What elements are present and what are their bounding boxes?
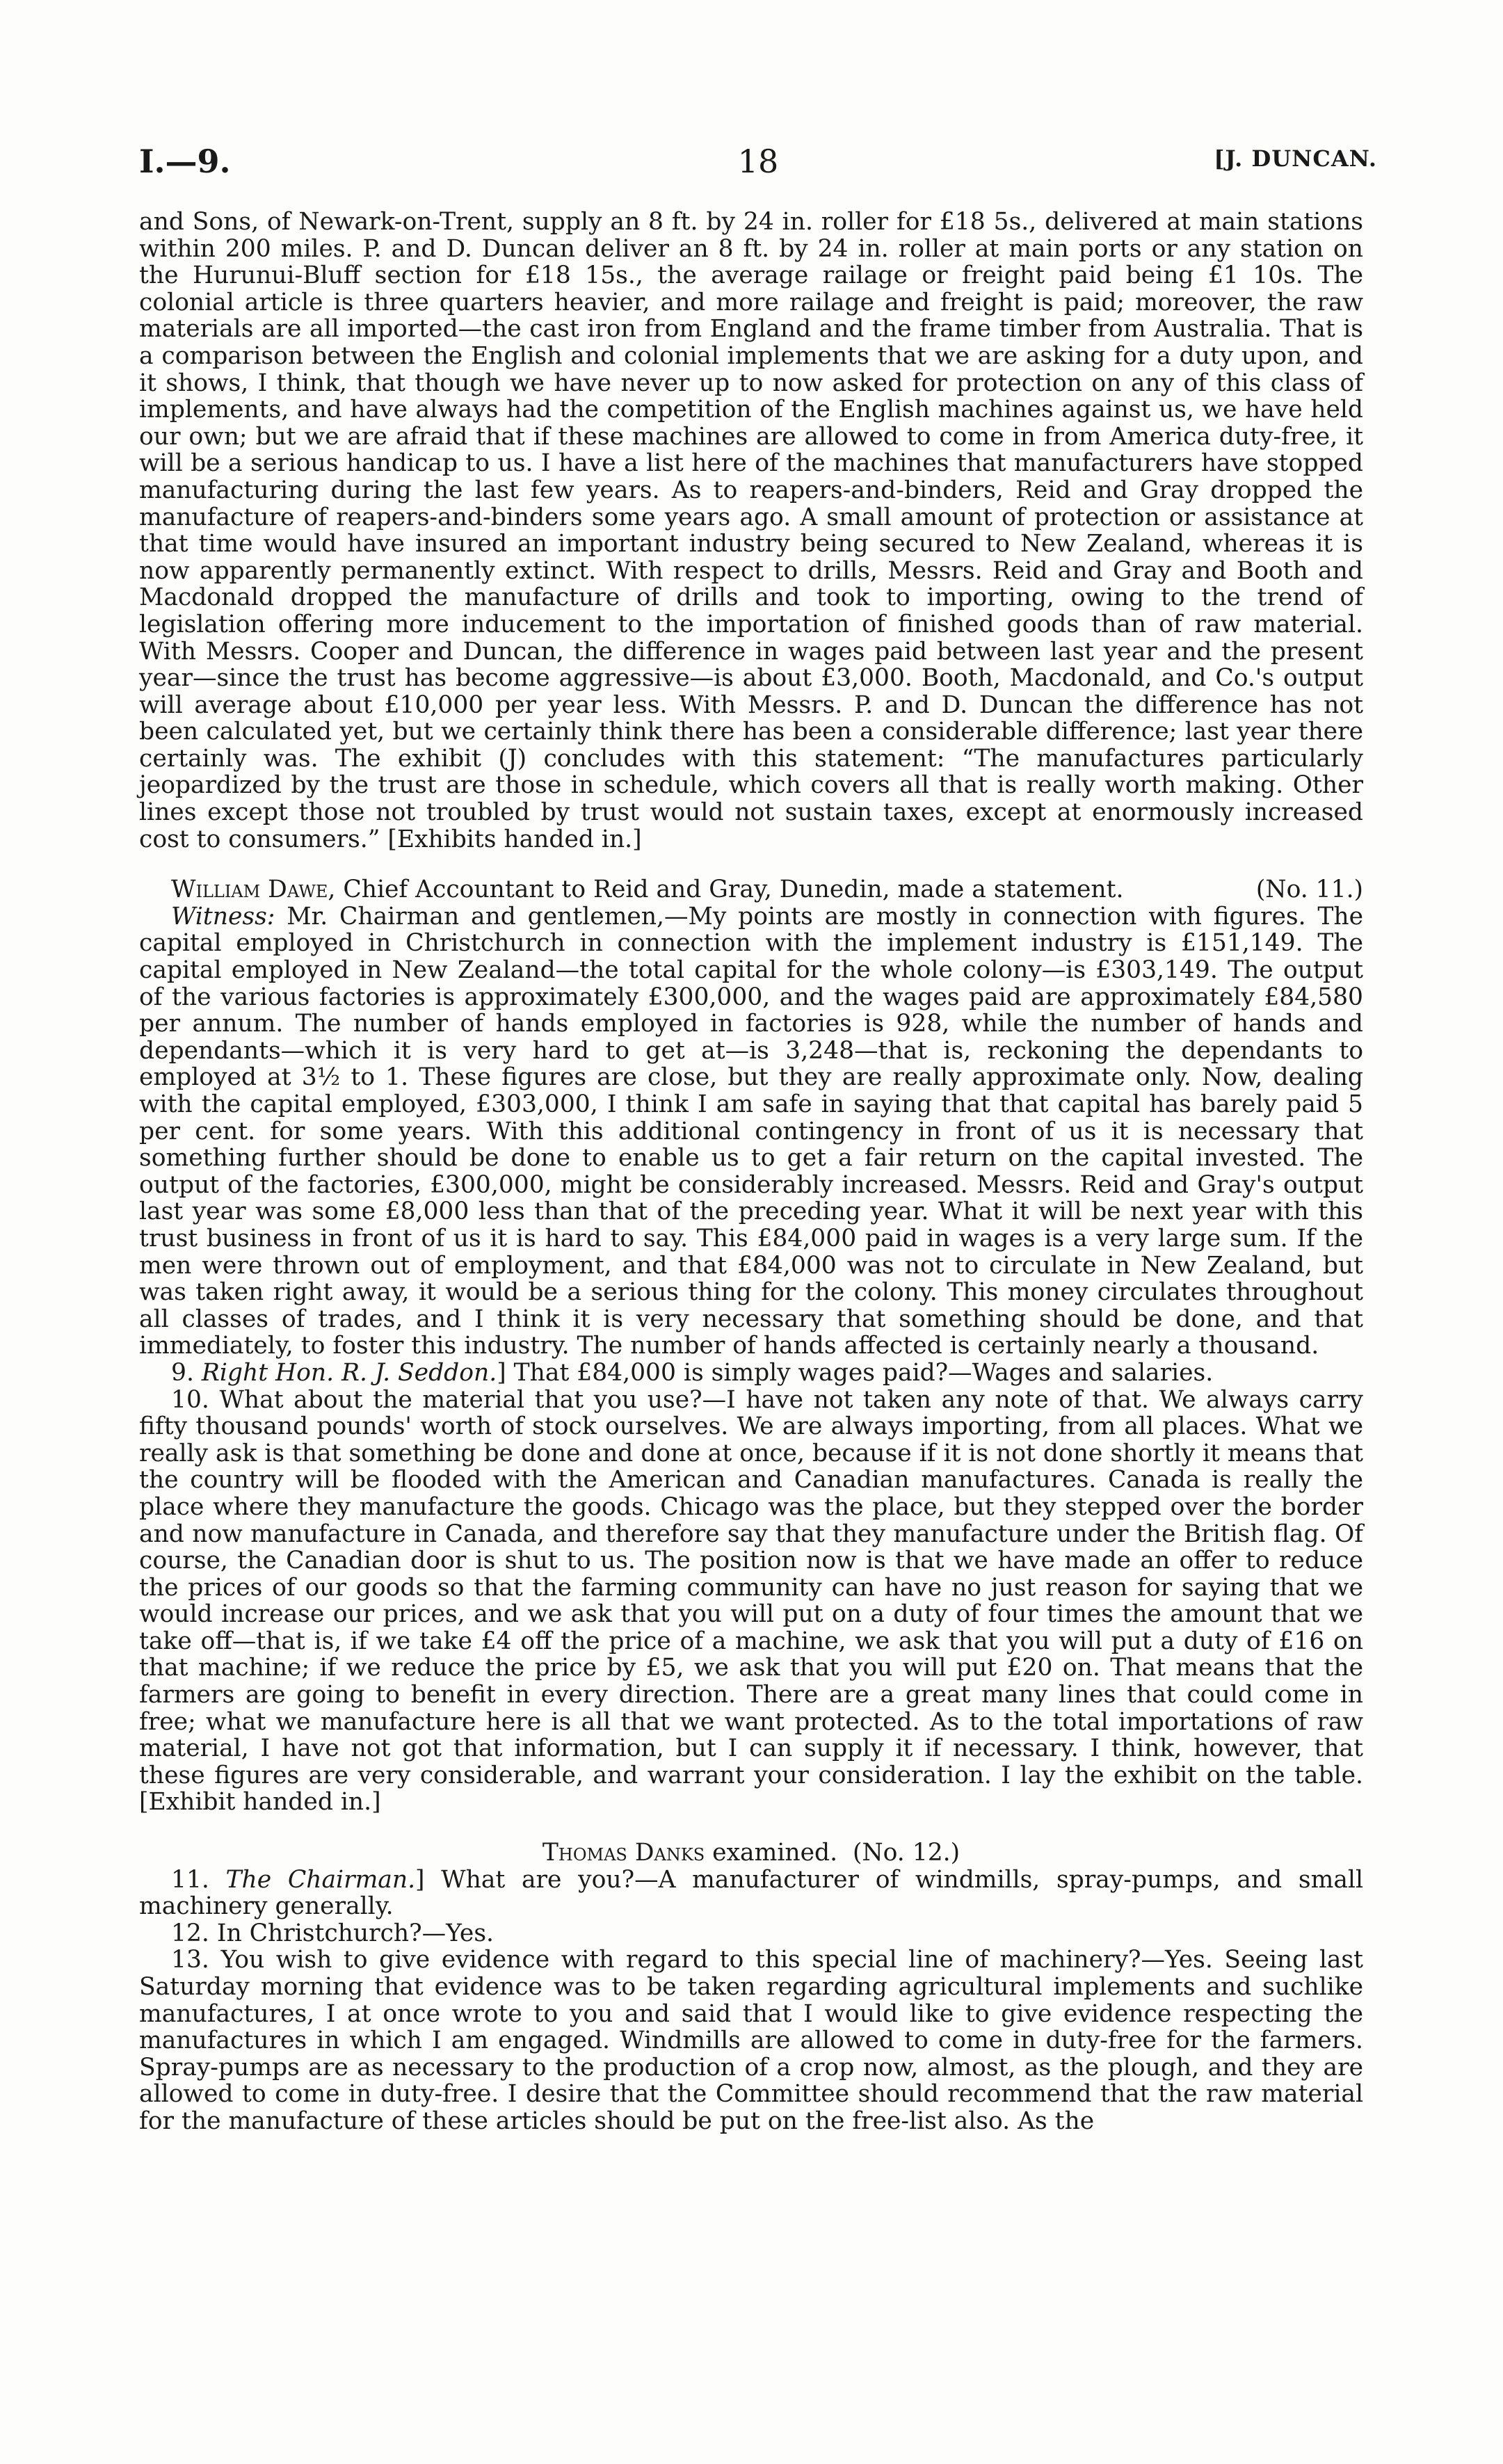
question-text: ] That £84,000 is simply wages paid?—Wages and salaries.: [497, 1358, 1214, 1387]
question-9: [139, 1360, 1363, 1387]
question-11: [139, 1867, 1363, 1920]
witness-heading-dawe: [139, 876, 1363, 903]
paragraph-dawe-statement: [139, 903, 1363, 1360]
witness-description: examined.: [705, 1839, 838, 1867]
statement-text: Mr. Chairman and gentlemen,—My points are mostly in connection with figures. The capital employed in Christchurch in connection with the implement industry is £151,149. The capital employed in New Zealand—the total capital for the whole colony—is £303,149. The output of the various factories is approximately £300,000, and the wages paid are approximately £84,580 per annum. The number of hands employed in factories is 928, while the number of hands and dependants—which it is very hard to get at—is 3,248—that is, reckoning the dependants to employed at 3½ to 1. These figures are close, but they are really approximate only. Now, dealing with the capital employed, £303,000, I think I am safe in saying that that capital has barely paid 5 per cent. for some years. With this additional contingency in front of us it is necessary that something further should be done to enable us to get a fair return on the capital invested. The output of the factories, £300,000, might be considerably increased. Messrs. Reid and Gray's output last year was some £8,000 less than that of the preceding year. What it will be next year with this trust business in front of us it is hard to say. This £84,000 paid in wages is a very large sum. If the men were thrown out of employment, and that £84,000 was not to circulate in New Zealand, but was taken right away, it would be a serious thing for the colony. This money circulates throughout all classes of trades, and I think it is very necessary that something should be done, and that immediately, to foster this industry. The number of hands affected is certainly nearly a thousand.: [139, 902, 1363, 1360]
question-10: 10. What about the material that you use?—I have not taken any note of that. We always carry fifty thousand pounds' worth of stock ourselves. We are always importing, from all places. What we really ask is that something be done and done at once, because if it is not done shortly it means that the country will be flooded with the American and Canadian manufactures. Canada is really the place where they manufacture the goods. Chicago was the place, but they stepped over the border and now manufacture in Canada, and therefore say that they manufacture under the British flag. Of course, the Canadian door is shut to us. The position now is that we have made an offer to reduce the prices of our goods so that the farming community can have no just reason for saying that we would increase our prices, and we ask that you will put on a duty of four times the amount that we take off—that is, if we take £4 off the price of a machine, we ask that you will put a duty of £16 on that machine; if we reduce the price by £5, we ask that you will put £20 on. That means that the farmers are going to benefit in every direction. There are a great many lines that could come in free; what we manufacture here is all that we want protected. As to the total importations of raw material, I have not got that information, but I can supply it if necessary. I think, however, that these figures are very considerable, and warrant your consideration. I lay the exhibit on the table. [Exhibit handed in.]: [139, 1385, 1363, 1817]
question-13: 13. You wish to give evidence with regard to this special line of machinery?—Yes. Seeing last Saturday morning that evidence was to be taken regarding agricultural implements and suchlike manufactures, I at once wrote to you and said that I would like to give evidence respecting the manufactures in which I am engaged. Windmills are allowed to come in duty-free for the farmers. Spray-pumps are as necessary to the production of a crop now, almost, as the plough, and they are allowed to come in duty-free. I desire that the Committee should recommend that the raw material for the manufacture of these articles should be put on the free-list also. As the: [139, 1946, 1363, 2135]
witness-name: Thomas Danks: [542, 1839, 705, 1867]
question-text: ] What are you?—A manufacturer of windmills, spray-pumps, and small machinery generally.: [139, 1865, 1363, 1921]
witness-description: , Chief Accountant to Reid and Gray, Dunedin, made a statement.: [328, 876, 1124, 904]
page-number: 18: [737, 143, 779, 180]
question-number: 9.: [171, 1358, 202, 1387]
witness-number: (No. 12.): [853, 1839, 961, 1867]
question-number: 11.: [171, 1865, 226, 1894]
question-speaker: Right Hon. R. J. Seddon.: [201, 1358, 497, 1387]
paragraph-duncan-continued: and Sons, of Newark-on-Trent, supply an 8 ft. by 24 in. roller for £18 5s., delivered at main stations within 200 miles. P. and D. Duncan deliver an 8 ft. by 24 in. roller at main ports or any station on the Hurunui-Bluff section for £18 15s., the average railage or freight paid being £1 10s. The colonial article is three quarters heavier, and more railage and freight is paid; moreover, the raw materials are all imported—the cast iron from England and the frame timber from Australia. That is a comparison between the English and colonial implements that we are asking for a duty upon, and it shows, I think, that though we have never up to now asked for protection on any of this class of implements, and have always had the competition of the English machines against us, we have held our own; but we are afraid that if these machines are allowed to come in from America duty-free, it will be a serious handicap to us. I have a list here of the machines that manufacturers have stopped manufacturing during the last few years. As to reapers-and-binders, Reid and Gray dropped the manufacture of reapers-and-binders some years ago. A small amount of protection or assistance at that time would have insured an important industry being secured to New Zealand, whereas it is now apparently permanently extinct. With respect to drills, Messrs. Reid and Gray and Booth and Macdonald dropped the manufacture of drills and took to importing, owing to the trend of legislation offering more inducement to the importation of finished goods than of raw material. With Messrs. Cooper and Duncan, the difference in wages paid between last year and the present year—since the trust has become aggressive—is about £3,000. Booth, Macdonald, and Co.'s output will average about £10,000 per year less. With Messrs. P. and D. Duncan the difference has not been calculated yet, but we certainly think there has been a considerable difference; last year there certainly was. The exhibit (J) concludes with this statement: “The manufactures particularly jeopardized by the trust are those in schedule, which covers all that is really worth making. Other lines except those not troubled by trust would not sustain taxes, except at enormously increased cost to consumers.” [Exhibits handed in.]: [139, 208, 1363, 853]
question-speaker: The Chairman.: [225, 1865, 416, 1894]
page-header: [139, 143, 1377, 184]
parliamentary-paper-reference: I.—9.: [139, 143, 231, 180]
witness-name: William Dawe: [171, 876, 328, 904]
witness-heading-danks: [139, 1839, 1363, 1867]
witness-label: Witness:: [171, 902, 275, 931]
document-body: [139, 209, 1363, 2135]
witness-running-head: [J. DUNCAN.: [1214, 145, 1377, 172]
witness-number: (No. 11.): [1255, 876, 1363, 904]
question-12: 12. In Christchurch?—Yes.: [171, 1919, 495, 1947]
